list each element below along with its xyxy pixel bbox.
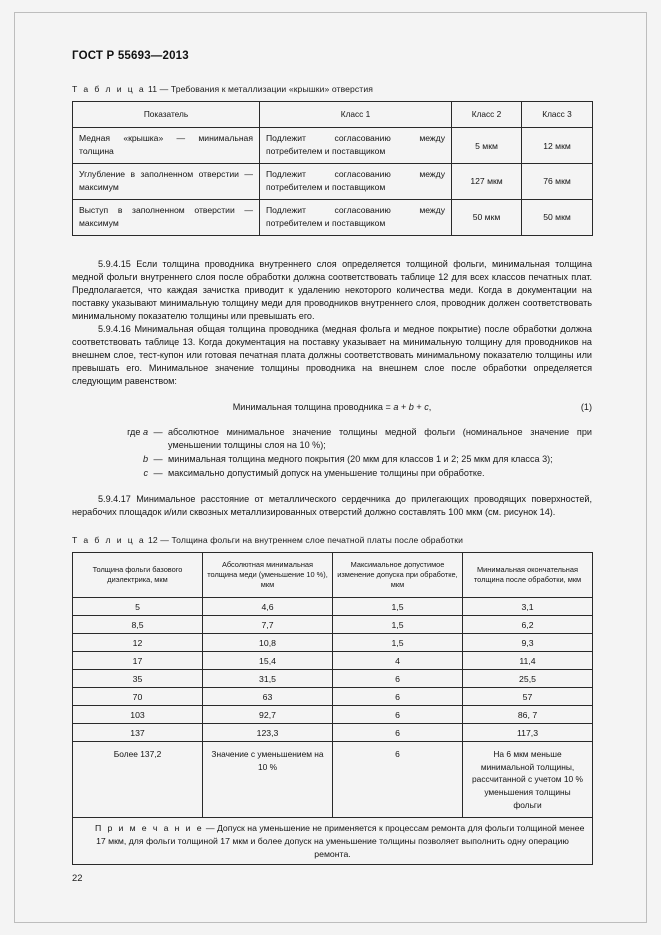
table-12-cell-abs-min: 7,7	[203, 616, 333, 634]
table-12-caption-title: Толщина фольги на внутреннем слое печатной платы после обработки	[171, 535, 464, 546]
table-12-header-base-foil-thickness: Толщина фольги базового диэлектрика, мкм	[73, 553, 203, 598]
table-12-note-row	[73, 818, 593, 865]
table-row	[73, 128, 593, 164]
table-row	[73, 616, 593, 634]
table-12-cell-tolerance: 6	[333, 706, 463, 724]
page-content	[72, 50, 592, 865]
table-12-cell-base-foil: 103	[73, 706, 203, 724]
table-12-cell-final: На 6 мкм меньше минимальной толщины, рассчитанной с учетом 10 % уменьшения толщины фольги	[463, 742, 593, 818]
table-12-cell-abs-min: 92,7	[203, 706, 333, 724]
table-12-note-dash: —	[203, 822, 217, 833]
table-row	[73, 199, 593, 235]
formula-plus-1: +	[398, 401, 409, 412]
table-11-cell-indicator: Углубление в заполненном отверстии — максимум	[73, 163, 260, 199]
definition-symbol: c	[143, 468, 148, 479]
definition-dash: —	[153, 426, 163, 437]
definition-intro: где	[127, 426, 141, 437]
table-12-cell-tolerance: 6	[333, 688, 463, 706]
table-12-cell-final: 3,1	[463, 598, 593, 616]
table-12-cell-final: 57	[463, 688, 593, 706]
page-number: 22	[72, 872, 83, 883]
table-11-cell-class1: Подлежит согласованию между потребителем и поставщиком	[260, 128, 452, 164]
formula-plus-2: +	[413, 401, 425, 412]
table-12-cell-abs-min: 63	[203, 688, 333, 706]
table-12-header-min-final-thickness: Минимальная окончательная толщина после обработки, мкм	[463, 553, 593, 598]
table-12-caption-number: 12	[148, 535, 158, 546]
table-row	[73, 634, 593, 652]
table-11-cell-class1: Подлежит согласованию между потребителем и поставщиком	[260, 199, 452, 235]
table-11-cell-class1: Подлежит согласованию между потребителем и поставщиком	[260, 163, 452, 199]
table-12-cell-abs-min: Значение с уменьшением на 10 %	[203, 742, 333, 818]
table-12-body	[73, 598, 593, 865]
formula-var-c: c	[424, 401, 429, 412]
table-12-cell-final: 11,4	[463, 652, 593, 670]
table-12-note-label: П р и м е ч а н и е	[95, 822, 204, 833]
clause-5-9-4-15: 5.9.4.15 Если толщина проводника внутреннего слоя определяется толщиной фольги, минимальная толщина медной фольги внутреннего слоя после обработки должна соответствовать таблице 12 для всех классов печатных плат. Предполагается, что каждая зачистка приводит к удалению некоторого количества меди. Когда в документации на поставку указывают минимальную толщину меди для проводников внутреннего слоя, проводник должен соответствовать минимальному показателю толщины или превышать его.	[72, 258, 592, 321]
formula-suffix: ,	[428, 401, 432, 412]
table-12-cell-base-foil: 5	[73, 598, 203, 616]
table-row	[73, 706, 593, 724]
table-12-cell-final: 86, 7	[463, 706, 593, 724]
table-12-cell-abs-min: 10,8	[203, 634, 333, 652]
table-11-cell-class3: 76 мкм	[522, 163, 593, 199]
table-12-cell-abs-min: 123,3	[203, 724, 333, 742]
table-12-cell-tolerance: 1,5	[333, 616, 463, 634]
table-12-cell-base-foil: Более 137,2	[73, 742, 203, 818]
table-11-cell-indicator: Медная «крышка» — минимальная толщина	[73, 128, 260, 164]
table-12-cell-base-foil: 35	[73, 670, 203, 688]
table-12-cell-base-foil: 137	[73, 724, 203, 742]
table-12-cell-tolerance: 6	[333, 724, 463, 742]
clause-5-9-4-16: 5.9.4.16 Минимальная общая толщина проводника (медная фольга и медное покрытие) после обработки должна соответствовать таблице 13. Когда документация на поставку указывает на минимальную толщину для проводников на внешнем слое, тест-купон или готовая печатная плата должны соответствовать минимальному показателю толщины или превышать его. Минимальное значение толщины проводника на внешнем слое после обработки определяется следующим равенством:	[72, 323, 592, 386]
definition-symbol: a	[142, 426, 148, 437]
table-row-special	[73, 742, 593, 818]
table-11-cell-class2: 127 мкм	[452, 163, 522, 199]
table-11-cell-indicator: Выступ в заполненном отверстии — максимум	[73, 199, 260, 235]
definition-symbol: b	[142, 453, 148, 464]
table-11	[72, 101, 593, 236]
table-12-cell-tolerance: 6	[333, 670, 463, 688]
definition-item-a	[72, 426, 592, 452]
table-row	[73, 163, 593, 199]
table-11-caption-number: 11	[148, 84, 158, 94]
formula-var-b: b	[408, 401, 414, 412]
table-row	[73, 670, 593, 688]
document-standard-header: ГОСТ Р 55693—2013	[72, 50, 189, 62]
table-row	[73, 598, 593, 616]
table-12-cell-tolerance: 6	[333, 742, 463, 818]
definition-dash: —	[153, 453, 163, 464]
table-11-caption-dash: —	[159, 84, 169, 94]
table-11-header-indicator: Показатель	[73, 102, 260, 128]
table-12-cell-tolerance: 1,5	[333, 598, 463, 616]
definition-text: абсолютное минимальное значение толщины медной фольги (номинальное значение при уменьшении толщины слоя на 10 %);	[168, 426, 592, 450]
definition-dash: —	[153, 468, 163, 479]
table-12-cell-final: 9,3	[463, 634, 593, 652]
table-11-caption	[72, 84, 592, 94]
formula-1-number: (1)	[580, 401, 592, 412]
table-11-header-class2: Класс 2	[452, 102, 522, 128]
clause-5-9-4-17: 5.9.4.17 Минимальное расстояние от металлического сердечника до прилегающих проводящих поверхностей, нерабочих площадок и/или сквозных металлизированных отверстий должно составлять 100 мкм (см. рисунок 14).	[72, 494, 592, 518]
table-row	[73, 652, 593, 670]
definition-item-b	[72, 453, 592, 466]
clause-5-9-4-15-block	[72, 258, 592, 388]
table-12-header-row	[73, 553, 593, 598]
table-12-caption-label: Т а б л и ц а	[72, 535, 146, 546]
definition-item-c	[72, 467, 592, 480]
table-11-caption-label: Т а б л и ц а	[72, 84, 146, 94]
table-11-caption-title: Требования к металлизации «крышки» отверстия	[170, 84, 373, 94]
table-12-cell-final: 25,5	[463, 670, 593, 688]
table-12-cell-base-foil: 17	[73, 652, 203, 670]
table-12-cell-tolerance: 1,5	[333, 634, 463, 652]
definition-text: максимально допустимый допуск на уменьшение толщины при обработке.	[168, 468, 485, 479]
table-11-cell-class3: 50 мкм	[522, 199, 593, 235]
table-11-header-class1: Класс 1	[260, 102, 452, 128]
table-12-cell-abs-min: 4,6	[203, 598, 333, 616]
table-12-cell-base-foil: 70	[73, 688, 203, 706]
table-12	[72, 552, 593, 865]
table-11-header-row	[73, 102, 593, 128]
table-12-caption-dash: —	[160, 535, 169, 546]
table-12-cell-abs-min: 15,4	[203, 652, 333, 670]
formula-1	[72, 402, 592, 412]
definition-intro-and-symbol-a	[72, 426, 148, 439]
table-12-header-absolute-min-copper: Абсолютная минимальная толщина меди (уменьшение 10 %), мкм	[203, 553, 333, 598]
note-indent	[81, 823, 95, 833]
table-12-note-text: Допуск на уменьшение не применяется к процессам ремонта для фольги толщиной менее 17 мкм, для фольги толщиной 17 мкм и более допуск на уменьшение толщины позволяет выполнить одну операцию ремонта.	[96, 822, 585, 859]
formula-1-text: Минимальная толщина проводника =	[232, 401, 394, 412]
table-12-caption	[72, 535, 592, 545]
formula-definitions	[72, 426, 592, 481]
table-12-header-max-tolerance-change: Максимальное допустимое изменение допуска при обработке, мкм	[333, 553, 463, 598]
definition-text: минимальная толщина медного покрытия (20 мкм для классов 1 и 2; 25 мкм для класса 3);	[168, 453, 553, 464]
formula-var-a: a	[393, 401, 399, 412]
table-11-cell-class2: 50 мкм	[452, 199, 522, 235]
table-11-cell-class3: 12 мкм	[522, 128, 593, 164]
table-12-cell-tolerance: 4	[333, 652, 463, 670]
table-12-cell-abs-min: 31,5	[203, 670, 333, 688]
table-12-cell-base-foil: 12	[73, 634, 203, 652]
table-11-cell-class2: 5 мкм	[452, 128, 522, 164]
table-12-note	[73, 818, 593, 865]
table-12-cell-final: 117,3	[463, 724, 593, 742]
table-12-cell-final: 6,2	[463, 616, 593, 634]
table-12-cell-base-foil: 8,5	[73, 616, 203, 634]
table-11-header-class3: Класс 3	[522, 102, 593, 128]
table-row	[73, 688, 593, 706]
table-row	[73, 724, 593, 742]
